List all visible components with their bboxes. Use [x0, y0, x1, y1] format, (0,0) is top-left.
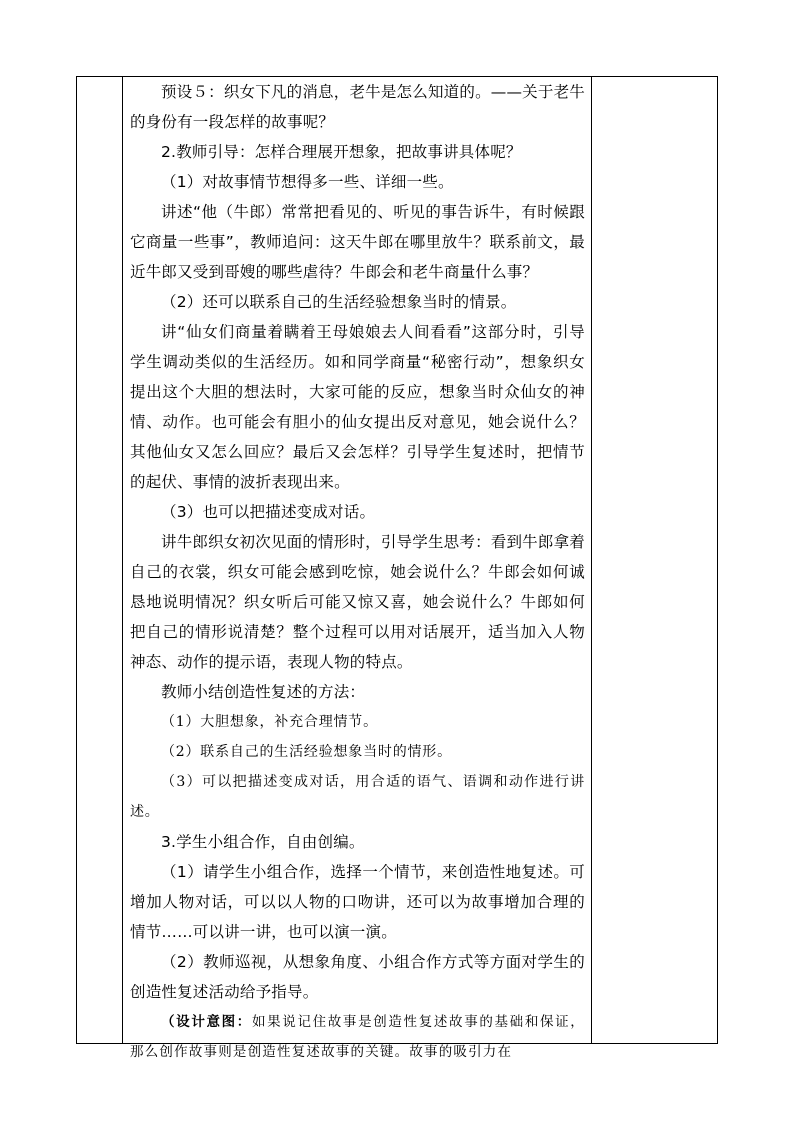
point-1-detail: 讲述“他（牛郎）常常把看见的、听见的事告诉牛，有时候跟它商量一些事”，教师追问：这天牛郎在哪里放牛？联系前文，最近牛郎又受到哥嫂的哪些虐待？牛郎会和老牛商量什么事？ — [130, 203, 585, 281]
table-column-divider-2 — [591, 76, 592, 1044]
point-3-detail: 讲牛郎织女初次见面的情形时，引导学生思考：看到牛郎拿着自己的衣裳，织女可能会感到吃惊，她会说什么？牛郎会如何诚恳地说明情况？织女听后可能又惊又喜，她会说什么？牛郎如何把自己的情形说清楚？整个过程可以用对话展开，适当加入人物神态、动作的提示语，表现人物的特点。 — [130, 533, 585, 671]
design-intent-text: 如果说记住故事是创造性复述故事的基础和保证，那么创作故事则是创造性复述故事的关键。故事的吸引力在 — [130, 1014, 586, 1060]
summary-item-2: （2）联系自己的生活经验想象当时的情形。 — [161, 744, 452, 760]
design-intent-note — [130, 1007, 585, 1067]
table-right-border — [717, 76, 718, 1044]
summary-item-3: （3）可以把描述变成对话，用合适的语气、语调和动作进行讲述。 — [130, 774, 585, 820]
guide-heading: 2.教师引导：怎样合理展开想象，把故事讲具体呢？ — [161, 143, 522, 161]
point-2-detail: 讲“仙女们商量着瞒着王母娘娘去人间看看”这部分时，引导学生调动类似的生活经历。如和同学商量“秘密行动”，想象织女提出这个大胆的想法时，大家可能的反应，想象当时众仙女的神情、动作。也可能会有胆小的仙女提出反对意见，她会说什么？其他仙女又怎么回应？最后又会怎样？引导学生复述时，把情节的起伏、事情的波折表现出来。 — [130, 323, 585, 491]
group-heading: 3.学生小组合作，自由创编。 — [161, 833, 365, 851]
point-2: （2）还可以联系自己的生活经验想象当时的情景。 — [161, 293, 517, 311]
summary-heading: 教师小结创造性复述的方法： — [161, 683, 366, 701]
group-item-2: （2）教师巡视，从想象角度、小组合作方式等方面对学生的创造性复述活动给予指导。 — [130, 953, 585, 1001]
summary-item-1: （1）大胆想象，补充合理情节。 — [161, 714, 378, 730]
point-1: （1）对故事情节想得多一些、详细一些。 — [161, 173, 454, 191]
table-left-border — [76, 76, 77, 1044]
group-item-1: （1）请学生小组合作，选择一个情节，来创造性地复述。可增加人物对话，可以以人物的口吻讲，还可以为故事增加合理的情节……可以讲一讲，也可以演一演。 — [130, 863, 585, 941]
point-3: （3）也可以把描述变成对话。 — [161, 503, 376, 521]
design-intent-label: （设计意图： — [161, 1014, 252, 1030]
lesson-content-cell — [122, 77, 591, 1067]
preset-5-paragraph: 预设５：织女下凡的消息，老牛是怎么知道的。——关于老牛的身份有一段怎样的故事呢？ — [130, 83, 585, 131]
